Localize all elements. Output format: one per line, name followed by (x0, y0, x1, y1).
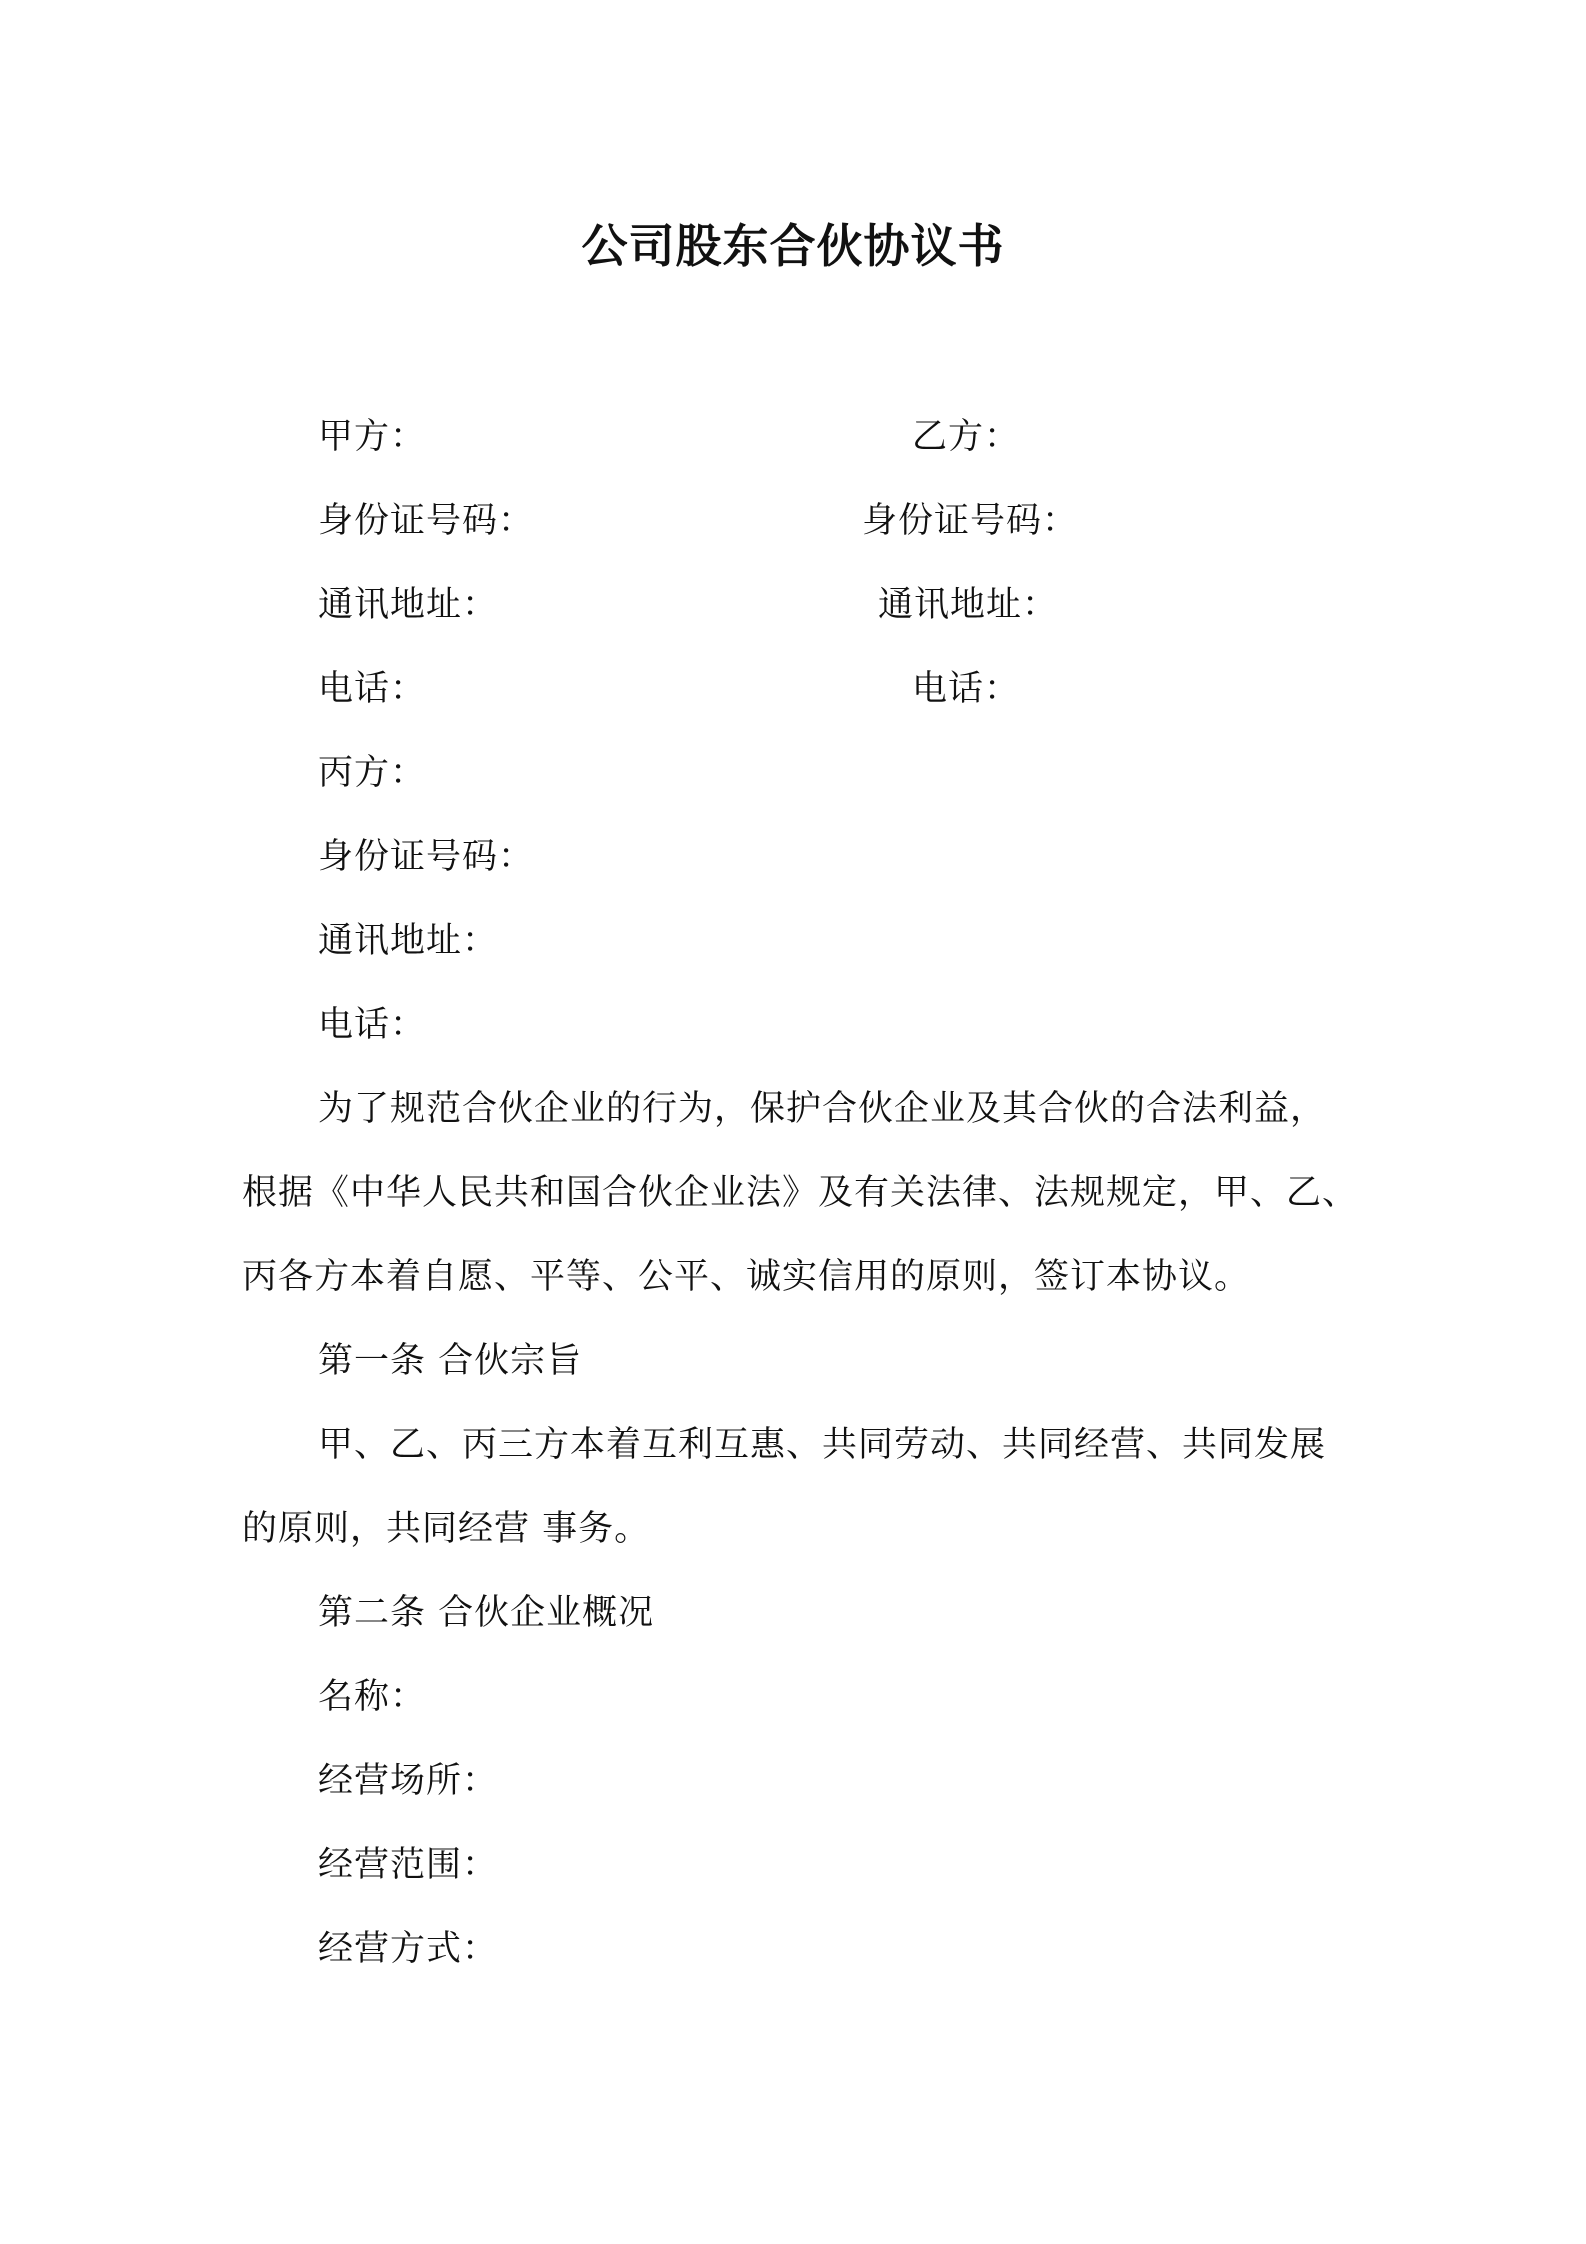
party-a-id-label: 身份证号码： (318, 501, 535, 541)
field-mode-label: 经营方式： (318, 1929, 499, 1969)
party-b-phone-label: 电话： (912, 669, 1021, 709)
party-c-address-label: 通讯地址： (318, 921, 499, 961)
party-c-id-label: 身份证号码： (318, 837, 535, 877)
party-b-address-label: 通讯地址： (878, 585, 1059, 625)
field-location-label: 经营场所： (318, 1761, 499, 1801)
party-c-phone-label: 电话： (318, 1005, 427, 1045)
party-a-label: 甲方： (318, 417, 427, 457)
party-b-id-label: 身份证号码： (862, 501, 1079, 541)
article-1-line-2: 的原则，共同经营 事务。 (242, 1509, 651, 1549)
party-c-label: 丙方： (318, 753, 427, 793)
document-title: 公司股东合伙协议书 (581, 219, 1005, 273)
field-scope-label: 经营范围： (318, 1845, 499, 1885)
party-b-label: 乙方： (912, 417, 1021, 457)
article-1-heading: 第一条 合伙宗旨 (318, 1341, 583, 1381)
article-2-heading: 第二条 合伙企业概况 (318, 1593, 655, 1633)
preamble-line-1: 为了规范合伙企业的行为，保护合伙企业及其合伙的合法利益， (318, 1089, 1327, 1129)
party-a-address-label: 通讯地址： (318, 585, 499, 625)
preamble-line-2: 根据《中华人民共和国合伙企业法》及有关法律、法规规定，甲、乙、 (242, 1173, 1359, 1213)
party-a-phone-label: 电话： (318, 669, 427, 709)
article-1-line-1: 甲、乙、丙三方本着互利互惠、共同劳动、共同经营、共同发展 (318, 1425, 1327, 1465)
field-name-label: 名称： (318, 1677, 427, 1717)
preamble-line-3: 丙各方本着自愿、平等、公平、诚实信用的原则，签订本协议。 (242, 1257, 1251, 1297)
